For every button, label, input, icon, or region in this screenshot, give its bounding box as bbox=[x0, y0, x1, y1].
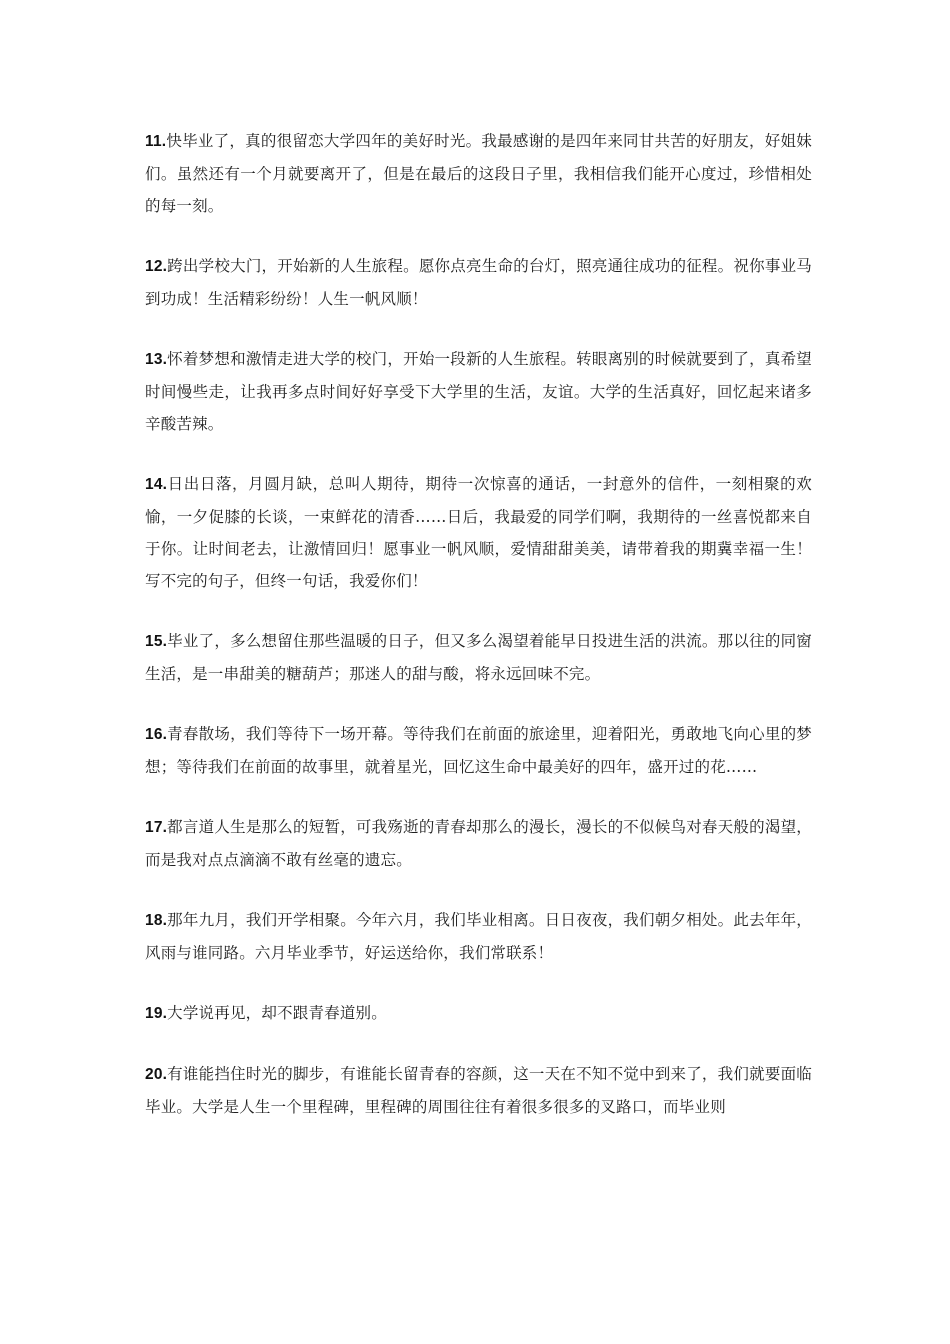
item-text: 有谁能挡住时光的脚步，有谁能长留青春的容颜，这一天在不知不觉中到来了，我们就要面临毕业。大学是人生一个里程碑，里程碑的周围往往有着很多很多的叉路口，而毕业则 bbox=[145, 1065, 812, 1116]
item-text: 都言道人生是那么的短暂，可我殇逝的青春却那么的漫长，漫长的不似候鸟对春天般的渴望，而是我对点点滴滴不敢有丝毫的遗忘。 bbox=[145, 818, 812, 869]
list-item bbox=[145, 343, 812, 440]
item-number: 19. bbox=[145, 1005, 168, 1022]
item-text: 那年九月，我们开学相聚。今年六月，我们毕业相离。日日夜夜，我们朝夕相处。此去年年，风雨与谁同路。六月毕业季节，好运送给你，我们常联系！ bbox=[145, 911, 812, 962]
list-item bbox=[145, 1058, 812, 1123]
item-text: 跨出学校大门，开始新的人生旅程。愿你点亮生命的台灯，照亮通往成功的征程。祝你事业马到功成！生活精彩纷纷！人生一帆风顺！ bbox=[145, 257, 812, 308]
item-text: 日出日落，月圆月缺，总叫人期待，期待一次惊喜的通话，一封意外的信件，一刻相聚的欢愉，一夕促膝的长谈，一束鲜花的清香……日后，我最爱的同学们啊，我期待的一丝喜悦都来自于你。让时间老去，让激情回归！愿事业一帆风顺，爱情甜甜美美，请带着我的期冀幸福一生！写不完的句子，但终一句话，我爱你们！ bbox=[145, 475, 812, 590]
list-item bbox=[145, 718, 812, 783]
item-number: 12. bbox=[145, 258, 168, 275]
item-number: 20. bbox=[145, 1066, 168, 1083]
item-number: 13. bbox=[145, 351, 168, 368]
item-number: 18. bbox=[145, 912, 168, 929]
document-content bbox=[145, 125, 812, 1151]
list-item bbox=[145, 125, 812, 222]
list-item bbox=[145, 997, 812, 1030]
item-text: 毕业了，多么想留住那些温暖的日子，但又多么渴望着能早日投进生活的洪流。那以往的同窗生活，是一串甜美的糖葫芦；那迷人的甜与酸，将永远回味不完。 bbox=[145, 632, 812, 683]
item-text: 青春散场，我们等待下一场开幕。等待我们在前面的旅途里，迎着阳光，勇敢地飞向心里的梦想；等待我们在前面的故事里，就着星光，回忆这生命中最美好的四年，盛开过的花…… bbox=[145, 725, 812, 776]
item-text: 大学说再见，却不跟青春道别。 bbox=[167, 1004, 387, 1022]
item-number: 11. bbox=[145, 133, 167, 150]
item-number: 16. bbox=[145, 726, 168, 743]
list-item bbox=[145, 250, 812, 315]
list-item bbox=[145, 468, 812, 597]
item-text: 快毕业了，真的很留恋大学四年的美好时光。我最感谢的是四年来同甘共苦的好朋友，好姐妹们。虽然还有一个月就要离开了，但是在最后的这段日子里，我相信我们能开心度过，珍惜相处的每一刻。 bbox=[145, 132, 812, 215]
list-item bbox=[145, 625, 812, 690]
item-number: 14. bbox=[145, 476, 168, 493]
list-item bbox=[145, 811, 812, 876]
item-text: 怀着梦想和激情走进大学的校门，开始一段新的人生旅程。转眼离别的时候就要到了，真希望时间慢些走，让我再多点时间好好享受下大学里的生活，友谊。大学的生活真好，回忆起来诸多辛酸苦辣。 bbox=[145, 350, 812, 433]
item-number: 15. bbox=[145, 633, 168, 650]
list-item bbox=[145, 904, 812, 969]
item-number: 17. bbox=[145, 819, 168, 836]
